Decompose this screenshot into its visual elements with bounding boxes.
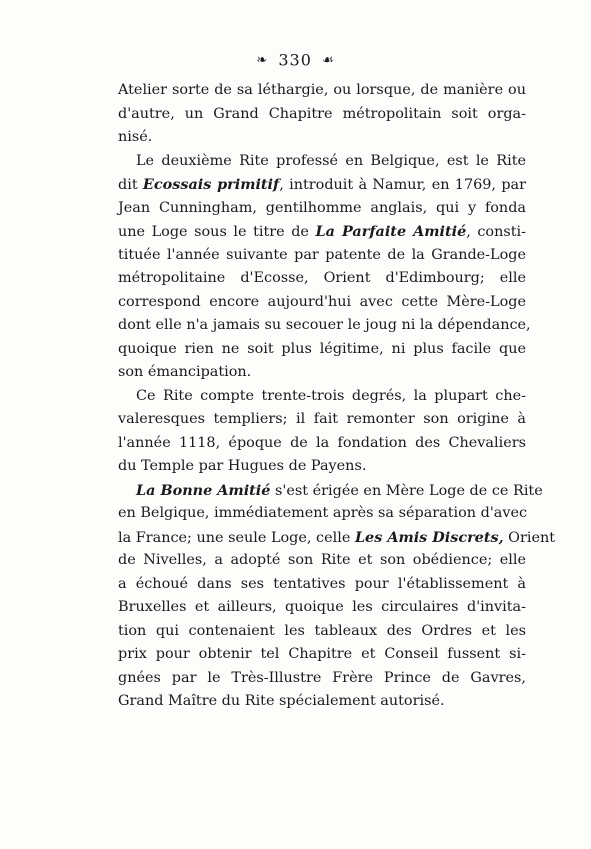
text-line: valeresques templiers; il fait remonter son origine à xyxy=(118,411,526,427)
text-line: a échoué dans ses tentatives pour l'établissement à xyxy=(118,575,526,592)
text-line: Ce Rite compte trente-trois degrés, la plupart che- xyxy=(136,387,526,404)
text-fragment: la France; une seule Loge, celle xyxy=(118,529,355,546)
text-fragment: une Loge sous le titre de xyxy=(118,224,316,240)
text-line xyxy=(118,220,526,244)
text-line xyxy=(118,479,543,503)
text-line xyxy=(118,526,556,550)
italic-title: La Parfaite Amitié xyxy=(315,223,467,240)
text-line: quoique rien ne soit plus légitime, ni plus facile que xyxy=(118,340,526,357)
text-line: métropolitaine d'Ecosse, Orient d'Edimbourg; elle xyxy=(118,270,526,286)
text-line: Grand Maître du Rite spécialement autorisé. xyxy=(118,693,445,709)
ornament-right-icon: ☙ xyxy=(321,52,335,68)
text-line xyxy=(118,173,526,197)
text-line: Le deuxième Rite professé en Belgique, est le Rite xyxy=(136,152,526,169)
text-line: du Temple par Hugues de Payens. xyxy=(118,458,367,474)
page-number: 330 xyxy=(278,50,312,70)
text-line: l'année 1118, époque de la fondation des Chevaliers xyxy=(118,434,526,451)
text-line: nisé. xyxy=(118,129,153,145)
ornament-left-icon: ❧ xyxy=(256,52,269,68)
text-fragment: s'est érigée en Mère Loge de ce Rite xyxy=(270,482,543,499)
text-fragment: dit xyxy=(118,177,143,193)
text-line: prix pour obtenir tel Chapitre et Conseil fussent si- xyxy=(118,646,526,662)
text-line: Jean Cunningham, gentilhomme anglais, qui y fonda xyxy=(118,199,526,216)
text-line: de Nivelles, a adopté son Rite et son obédience; elle xyxy=(118,552,526,568)
page-header xyxy=(0,48,591,72)
text-line: gnées par le Très-Illustre Frère Prince de Gavres, xyxy=(118,669,526,686)
text-line: dont elle n'a jamais su secouer le joug ni la dépendance, xyxy=(118,317,531,333)
text-line: tion qui contenaient les tableaux des Ordres et les xyxy=(118,622,526,639)
text-line: correspond encore aujourd'hui avec cette Mère-Loge xyxy=(118,293,526,310)
text-line: tituée l'année suivante par patente de la Grande-Loge xyxy=(118,246,526,263)
text-fragment: , consti- xyxy=(466,224,527,240)
text-line: Bruxelles et ailleurs, quoique les circulaires d'invita- xyxy=(118,599,526,615)
body-text xyxy=(118,79,556,714)
italic-title: Ecossais primitif xyxy=(142,176,280,193)
text-line: d'autre, un Grand Chapitre métropolitain soit orga- xyxy=(118,105,526,122)
italic-title: Les Amis Discrets, xyxy=(354,528,504,546)
text-line: son émancipation. xyxy=(118,364,252,380)
text-fragment: Orient xyxy=(503,529,556,546)
text-fragment: , introduit à Namur, en 1769, par xyxy=(279,177,526,193)
italic-title: La Bonne Amitié xyxy=(136,481,271,499)
text-line: Atelier sorte de sa léthargie, ou lorsque, de manière ou xyxy=(118,82,526,98)
text-line: en Belgique, immédiatement après sa séparation d'avec xyxy=(118,505,528,521)
